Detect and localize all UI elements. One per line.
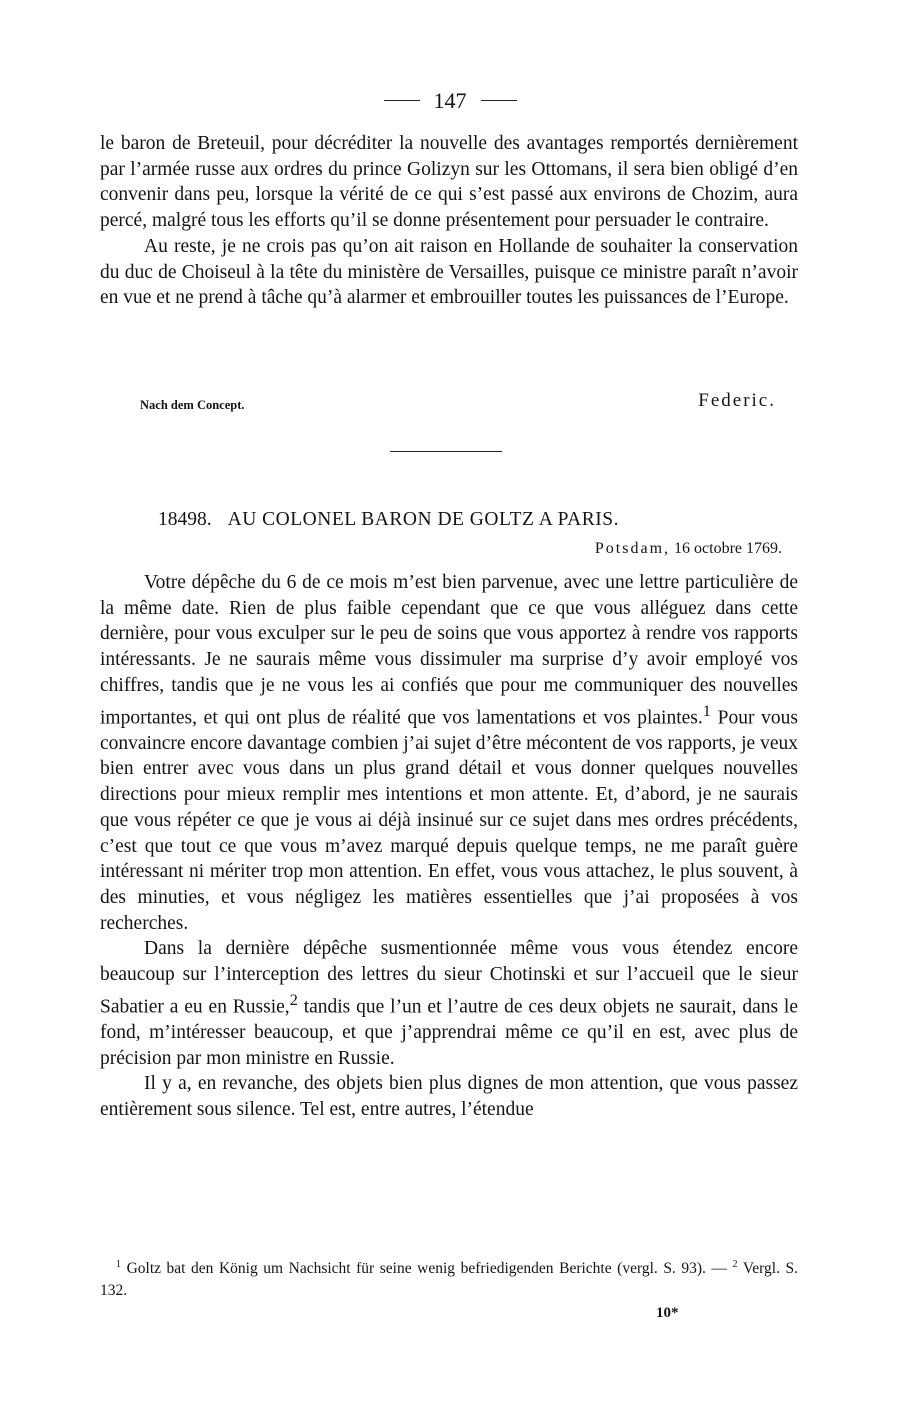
printer-signature-mark: 10* xyxy=(656,1305,679,1321)
letter-dateline xyxy=(595,540,782,558)
footnote-mark: 1 xyxy=(116,1259,121,1270)
paragraph-text: tandis que l’un et l’autre de ces deux objets ne saurait, dans le fond, m’intéresser beaucoup, et que j’apprendrai même ce qu’il en est, avec plus de précision par mon ministre en Russie. xyxy=(100,996,798,1069)
paragraph: le baron de Breteuil, pour décréditer la nouvelle des avantages remportés dernièrement par l’armée russe aux ordres du prince Golizyn sur les Ottomans, il sera bien obligé d’en convenir dans peu, lorsque la vérité de ce qui s’est passé aux environs de Chozim, aura percé, malgré tous les efforts qu’il se donne présentement pour persuader le contraire. xyxy=(100,133,798,232)
letter-place: Potsdam, xyxy=(594,540,671,557)
footnote-mark: 2 xyxy=(732,1259,738,1270)
footnote-text: Vergl. S. 132. xyxy=(100,1260,799,1300)
paragraph-text: Votre dépêche du 6 de ce mois m’est bien parvenue, avec une lettre particulière de la même date. Rien de plus faible cependant que ce que vous alléguez dans cette dernière, pour vous exculper sur le peu de soins que vous apportez à rendre vos rapports intéressants. Je ne saurais même vous dissimuler ma surprise d’y avoir employé vos chiffres, tandis que je ne vous les ai confiés que pour me communiquer des nouvelles importantes, et qui ont plus de réalité que vos lamentations et vos plaintes. xyxy=(100,572,798,729)
letter-number: 18498. xyxy=(158,509,212,530)
paragraph-text: Pour vous convaincre encore davantage combien j’ai sujet d’être mécontent de vos rapports, je veux bien entrer avec vous dans un plus grand détail et vous donner quelques nouvelles directions pour mieux remplir mes intentions et mon attente. Et, d’abord, je ne saurais que vous répéter ce que je vous ai déjà insinué sur ce sujet dans mes ordres précédents, c’est que tout ce que vous m’avez marqué depuis quelque temps, ne me paraît guère intéressant ni mériter trop mon attention. En effet, vous vous attachez, le plus souvent, à des minuties, et vous négligez les matières essentielles que j’ai proposées à vos recherches. xyxy=(100,707,799,934)
footnote-ref: 2 xyxy=(289,990,298,1009)
page-header xyxy=(0,86,900,116)
paragraph xyxy=(100,570,798,936)
paragraph xyxy=(100,936,798,1071)
section-divider xyxy=(390,451,502,452)
footnote-ref: 1 xyxy=(702,701,711,720)
letter-heading xyxy=(158,509,619,531)
signature: Federic. xyxy=(698,390,776,411)
paragraph: Il y a, en revanche, des objets bien plus dignes de mon attention, que vous passez entièrement sous silence. Tel est, entre autres, l’étendue xyxy=(100,1073,798,1121)
header-rule-right xyxy=(481,100,517,101)
paragraph: Au reste, je ne crois pas qu’on ait raison en Hollande de souhaiter la conservation du duc de Choiseul à la tête du ministère de Versailles, puisque ce ministre paraît n’avoir en vue et ne prend à tâche qu’à alarmer et embrouiller toutes les puissances de l’Europe. xyxy=(100,235,798,309)
footnote-separator: — xyxy=(711,1260,727,1278)
paragraph-text: Dans la dernière dépêche susmentionnée même vous vous étendez encore beaucoup sur l’interception des lettres du sieur Chotinski et sur l’accueil que le sieur Sabatier a eu en Russie, xyxy=(100,938,798,1018)
footnotes xyxy=(100,1254,798,1302)
header-rule-left xyxy=(384,100,420,101)
letter-body xyxy=(100,570,798,1123)
footnote-text: Goltz bat den König um Nachsicht für seine wenig befriedigenden Berichte (vergl. S. 93). xyxy=(126,1260,706,1278)
letter-date: 16 octobre 1769. xyxy=(674,540,782,557)
page-number: 147 xyxy=(433,87,467,113)
previous-letter-text xyxy=(100,131,798,311)
source-note: Nach dem Concept. xyxy=(140,398,245,412)
closing-row xyxy=(140,390,776,416)
letter-title: AU COLONEL BARON DE GOLTZ A PARIS. xyxy=(227,509,619,530)
